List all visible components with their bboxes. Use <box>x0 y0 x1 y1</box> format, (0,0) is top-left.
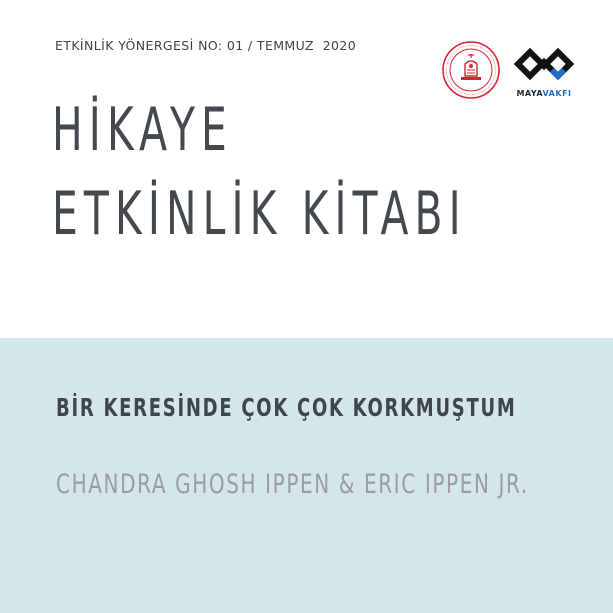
series-line: ETKİNLİK YÖNERGESİ NO: 01 / TEMMUZ 2020 <box>55 38 357 53</box>
title-line-2: ETKİNLİK KİTABI <box>52 179 467 249</box>
page-title <box>52 88 467 256</box>
maya-text-dark: MAYA <box>516 89 543 98</box>
maya-vakfi-wordmark <box>512 89 576 98</box>
title-line-1: HİKAYE <box>52 95 233 165</box>
maya-text-blue: VAKFI <box>542 89 572 98</box>
book-authors: CHANDRA GHOSH IPPEN & ERIC IPPEN JR. <box>56 469 529 500</box>
book-title: BİR KERESİNDE ÇOK ÇOK KORKMUŞTUM <box>56 393 517 422</box>
meb-seal-icon <box>441 40 501 100</box>
